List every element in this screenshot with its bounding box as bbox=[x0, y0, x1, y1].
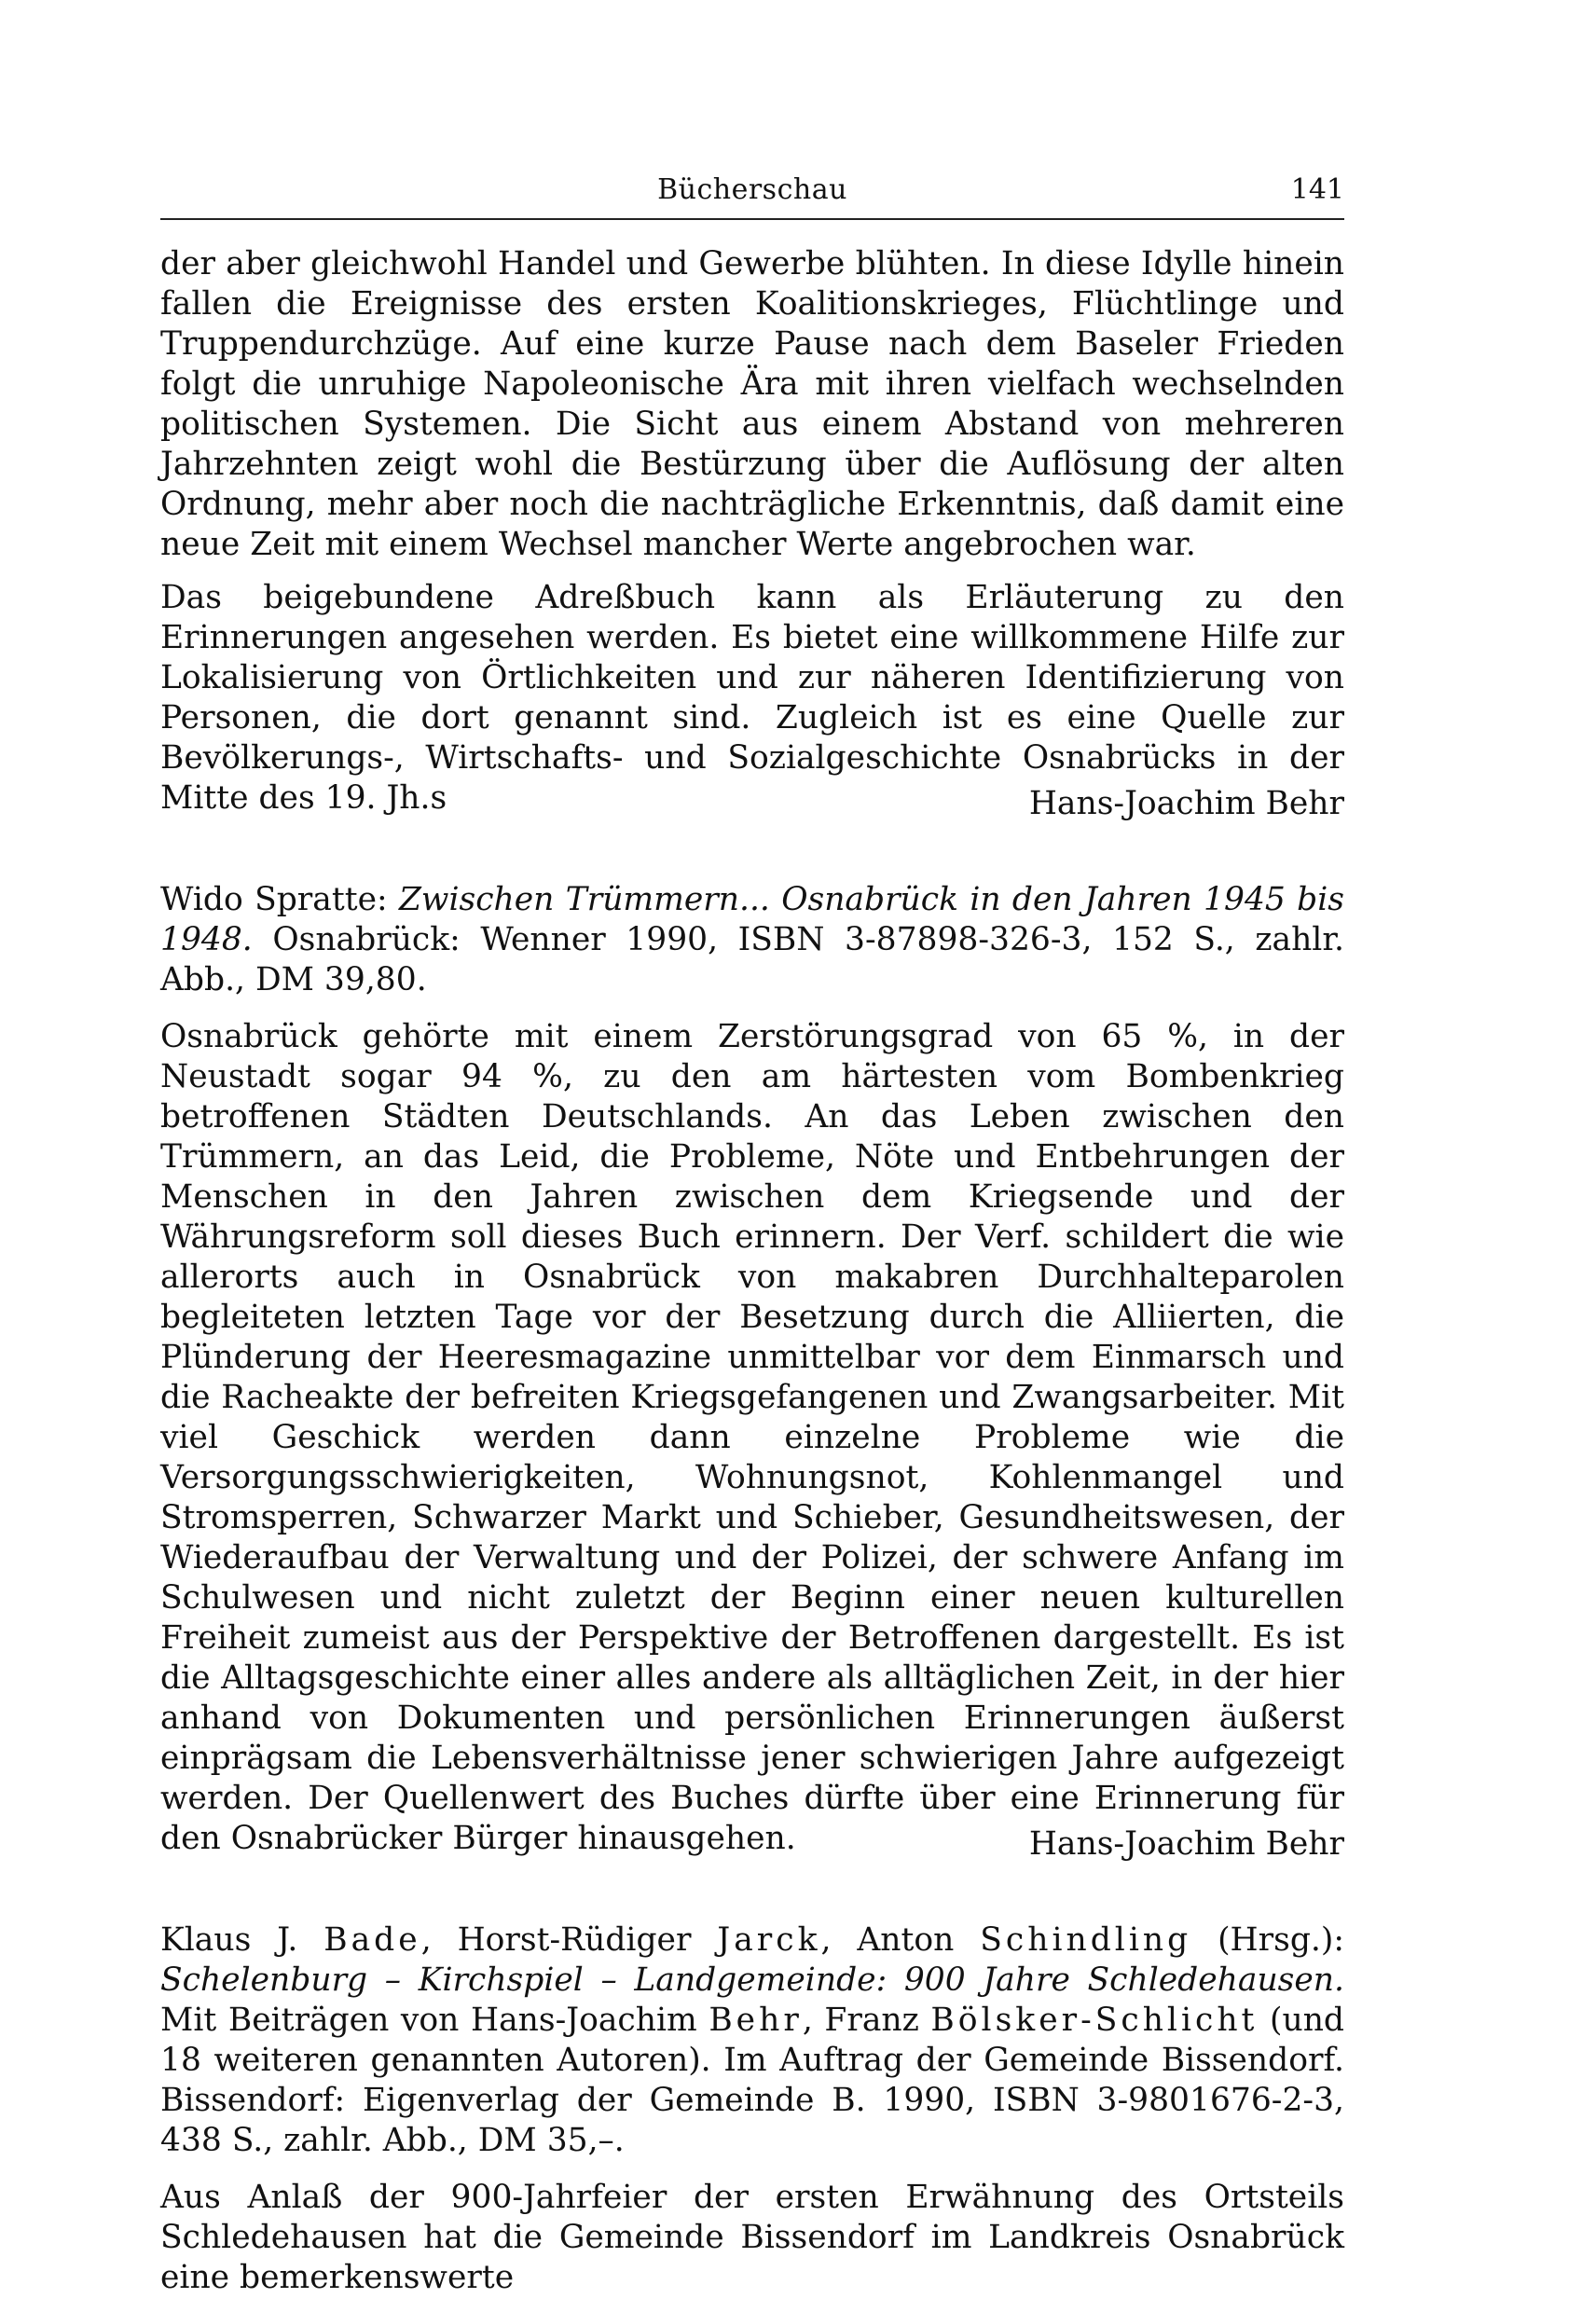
review-text bbox=[160, 1017, 1344, 1863]
author-name: Wido Spratte bbox=[160, 881, 377, 918]
editor-name: Bade bbox=[323, 1921, 421, 1959]
page-number: 141 bbox=[1290, 173, 1344, 206]
editor-name: Jarck bbox=[717, 1921, 821, 1959]
bibliographic-entry: Wido Spratte: Zwischen Trümmern... Osnabrück in den Jahren 1945 bis 1948. Osnabrück: Wenner 1990, ISBN 3-87898-326-3, 152 S., zahlr. Abb., DM 39,80. bbox=[160, 881, 1344, 998]
running-title: Bücherschau bbox=[657, 173, 847, 206]
paragraph-continuation-2 bbox=[160, 578, 1344, 822]
book-title: Schelenburg – Kirchspiel – Landgemeinde: 900 Jahre Schledehausen. bbox=[160, 1961, 1344, 1999]
editor-name: Schindling bbox=[980, 1921, 1192, 1959]
publication-info: (und 18 weiteren genannten Autoren). Im Auftrag der Gemeinde Bissendorf. Bissendorf: Eigenverlag der Gemeinde B. 1990, ISBN 3-9801676-2-3, 438 S., zahlr. Abb., DM 35,–. bbox=[160, 2002, 1345, 2159]
reviewer-signature: Hans-Joachim Behr bbox=[1028, 1825, 1344, 1863]
review-entry-schledehausen bbox=[160, 1920, 1344, 2298]
contributor-name: Behr bbox=[709, 2002, 803, 2039]
review-paragraph: Osnabrück gehörte mit einem Zerstörungsgrad von 65 %, in der Neustadt sogar 94 %, zu den am härtesten vom Bombenkrieg betroffenen Städten Deutschlands. An das Leben zwischen den Trümmern, an das Leid, die Probleme, Nöte und Entbehrungen der Menschen in den Jahren zwischen dem Kriegsende und der Währungsreform soll dieses Buch erinnern. Der Verf. schildert die wie allerorts auch in Osnabrück von makabren Durchhalteparolen begleiteten letzten Tage vor der Besetzung durch die Alliierten, die Plünderung der Heeresmagazine unmittelbar vor dem Einmarsch und die Racheakte der befreiten Kriegsgefangenen und Zwangsarbeiter. Mit viel Geschick werden dann einzelne Probleme wie die Versorgungsschwierigkeiten, Wohnungsnot, Kohlenmangel und Stromsperren, Schwarzer Markt und Schieber, Gesundheitswesen, der Wiederaufbau der Verwaltung und der Polizei, der schwere Anfang im Schulwesen und nicht zuletzt der Beginn einer neuen kulturellen Freiheit zumeist aus der Perspektive der Betroffenen dargestellt. Es ist die Alltagsgeschichte einer alles andere als alltäglichen Zeit, in der hier anhand von Dokumenten und persönlichen Erinnerungen äußerst einprägsam die Lebensverhältnisse jener schwierigen Jahre aufgezeigt werden. Der Quellenwert des Buches dürfte über eine Erinnerung für den Osnabrücker Bürger hinausgehen. bbox=[160, 1018, 1344, 1857]
running-header bbox=[160, 173, 1344, 220]
publication-info: Osnabrück: Wenner 1990, ISBN 3-87898-326-3, 152 S., zahlr. Abb., DM 39,80. bbox=[160, 921, 1344, 998]
bibliographic-entry: Klaus J. Bade, Horst-Rüdiger Jarck, Anton Schindling (Hrsg.): Schelenburg – Kirchspiel – Landgemeinde: 900 Jahre Schledehausen. Mit Beiträgen von Hans-Joachim Behr, Franz Bölsker-Schlicht (und 18 weiteren genannten Autoren). Im Auftrag der Gemeinde Bissendorf. Bissendorf: Eigenverlag der Gemeinde B. 1990, ISBN 3-9801676-2-3, 438 S., zahlr. Abb., DM 35,–. bbox=[160, 1921, 1345, 2159]
book-title: Zwischen Trümmern... Osnabrück in den Jahren 1945 bis 1948. bbox=[160, 881, 1344, 958]
contributor-name: Bölsker-Schlicht bbox=[930, 2002, 1259, 2039]
paragraph-text: Das beigebundene Adreßbuch kann als Erläuterung zu den Erinnerungen angesehen werden. Es bietet eine willkommene Hilfe zur Lokalisierung von Örtlichkeiten und zur näheren Identifizierung von Personen, die dort genannt sind. Zugleich ist es eine Quelle zur Bevölkerungs-, Wirtschafts- und Sozialgeschichte Osnabrücks in der Mitte des 19. Jh.s bbox=[160, 579, 1344, 817]
body-text bbox=[160, 244, 1344, 2298]
review-text: Aus Anlaß der 900-Jahrfeier der ersten Erwähnung des Ortsteils Schledehausen hat die Gemeinde Bissendorf im Landkreis Osnabrück eine bemerkenswerte bbox=[160, 2179, 1344, 2296]
review-entry-spratte bbox=[160, 880, 1344, 1865]
paragraph-continuation-1: der aber gleichwohl Handel und Gewerbe blühten. In diese Idylle hinein fallen die Ereignisse des ersten Koalitionskrieges, Flüchtlinge und Truppendurchzüge. Auf eine kurze Pause nach dem Baseler Frieden folgt die unruhige Napoleonische Ära mit ihren vielfach wechselnden politischen Systemen. Die Sicht aus einem Abstand von mehreren Jahrzehnten zeigt wohl die Bestürzung über die Auflösung der alten Ordnung, mehr aber noch die nachträgliche Erkenntnis, daß damit eine neue Zeit mit einem Wechsel mancher Werte angebrochen war. bbox=[160, 245, 1344, 563]
reviewer-signature: Hans-Joachim Behr bbox=[1028, 785, 1344, 822]
